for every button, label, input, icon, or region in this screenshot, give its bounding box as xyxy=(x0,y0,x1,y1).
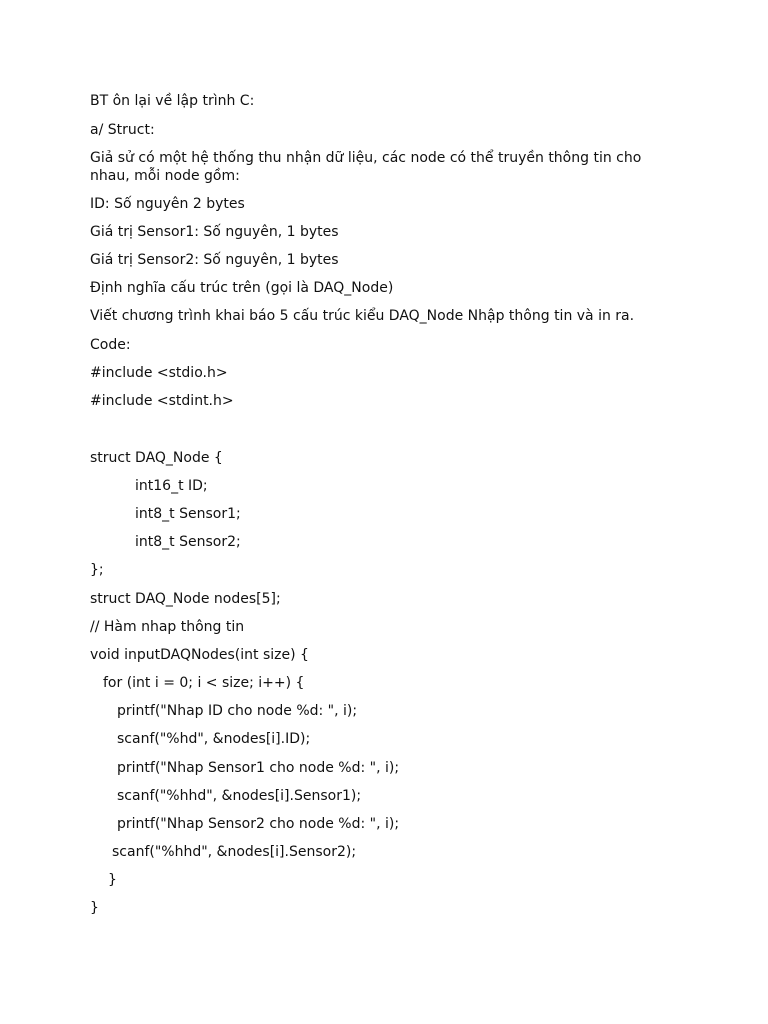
code-line: scanf("%hhd", &nodes[i].Sensor2); xyxy=(112,844,357,860)
code-line: struct DAQ_Node { xyxy=(90,450,223,466)
code-line: printf("Nhap ID cho node %d: ", i); xyxy=(117,703,358,719)
code-line: void inputDAQNodes(int size) { xyxy=(90,647,309,663)
code-line: int8_t Sensor2; xyxy=(135,534,241,550)
section-title: a/ Struct: xyxy=(90,122,155,138)
code-line: for (int i = 0; i < size; i++) { xyxy=(103,675,305,691)
code-line: } xyxy=(90,900,99,916)
code-line: } xyxy=(108,872,117,888)
code-line: printf("Nhap Sensor2 cho node %d: ", i); xyxy=(117,816,400,832)
document-heading: BT ôn lại về lập trình C: xyxy=(90,93,255,109)
code-line: scanf("%hhd", &nodes[i].Sensor1); xyxy=(117,788,362,804)
code-line: #include <stdint.h> xyxy=(90,393,234,409)
program-task: Viết chương trình khai báo 5 cấu trúc kiểu DAQ_Node Nhập thông tin và in ra. xyxy=(90,308,635,324)
field-sensor1: Giá trị Sensor1: Số nguyên, 1 bytes xyxy=(90,224,339,240)
code-line: #include <stdio.h> xyxy=(90,365,228,381)
field-id: ID: Số nguyên 2 bytes xyxy=(90,196,245,212)
define-task: Định nghĩa cấu trúc trên (gọi là DAQ_Node) xyxy=(90,280,394,296)
intro-paragraph: Giả sử có một hệ thống thu nhận dữ liệu, các node có thể truyền thông tin cho nhau, mỗi node gồm: xyxy=(90,150,642,184)
code-line: }; xyxy=(90,562,104,578)
code-comment: // Hàm nhap thông tin xyxy=(90,619,245,635)
code-label: Code: xyxy=(90,337,131,353)
code-line: int8_t Sensor1; xyxy=(135,506,241,522)
code-line: int16_t ID; xyxy=(135,478,208,494)
code-line: scanf("%hd", &nodes[i].ID); xyxy=(117,731,311,747)
code-line: printf("Nhap Sensor1 cho node %d: ", i); xyxy=(117,760,400,776)
code-line: struct DAQ_Node nodes[5]; xyxy=(90,591,281,607)
field-sensor2: Giá trị Sensor2: Số nguyên, 1 bytes xyxy=(90,252,339,268)
